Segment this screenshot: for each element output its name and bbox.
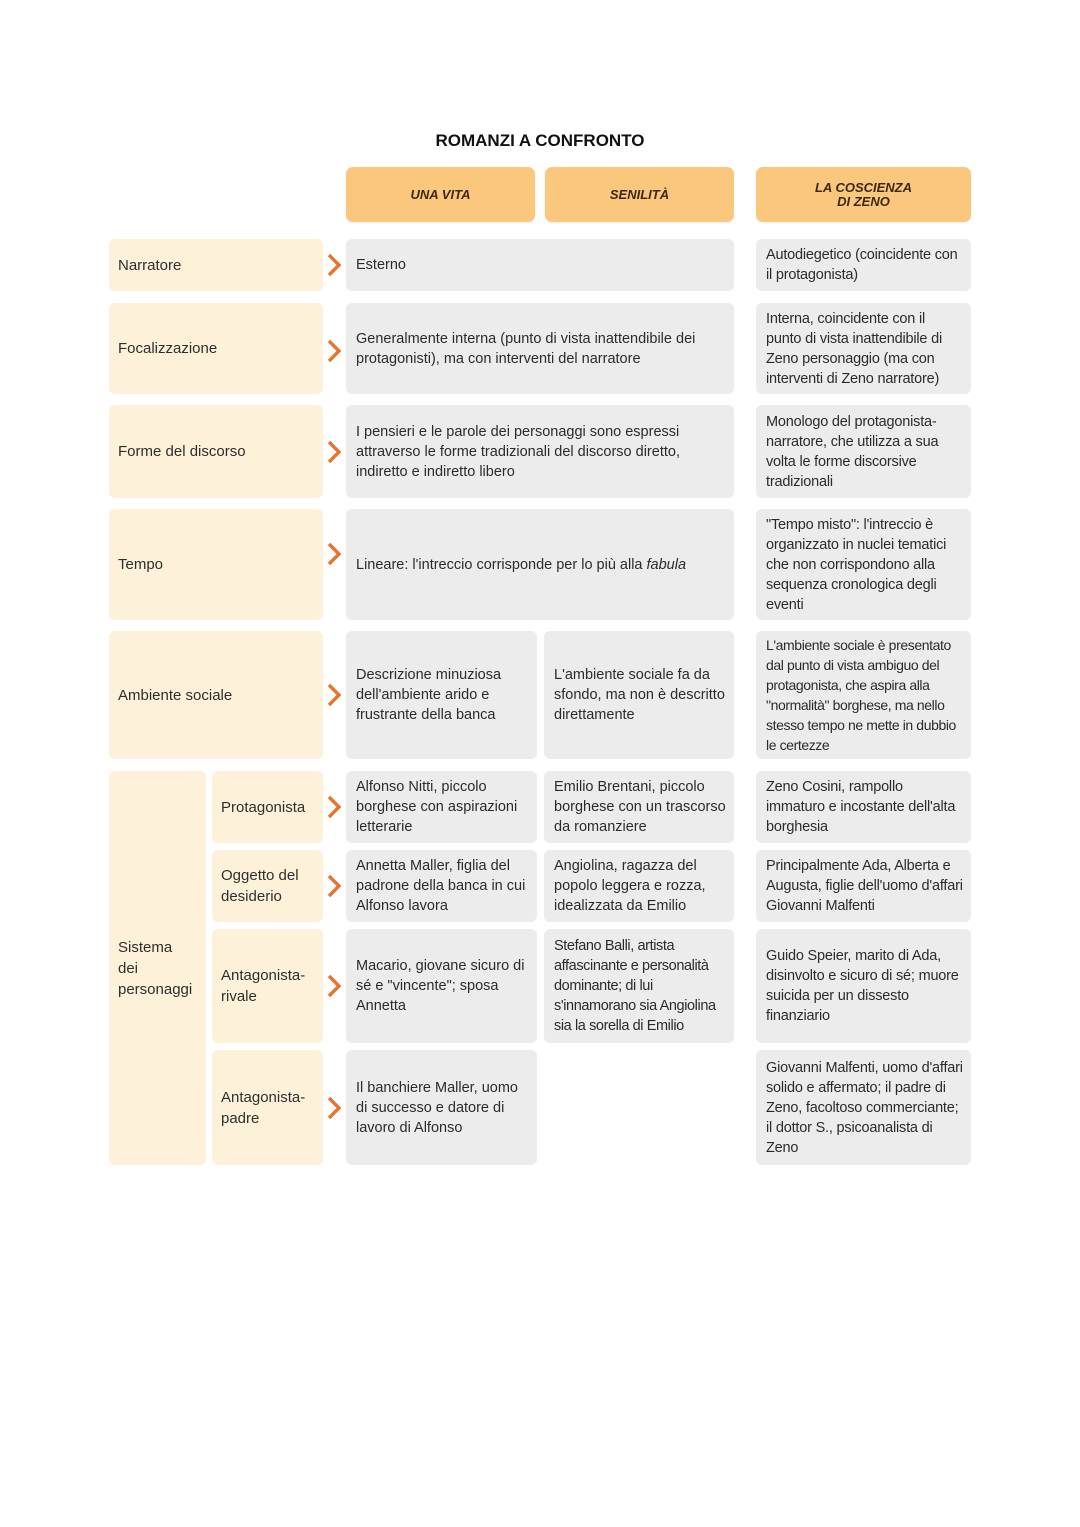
sub-label-antagonista-rivale: Antagonista- rivale [212, 929, 323, 1043]
fabula-emphasis: fabula [646, 556, 687, 573]
cell-rivale-senilita: Stefano Balli, artista affascinante e personalità dominante; di lui s'innamorano sia Angiolina sia la sorella di Emilio [544, 929, 734, 1043]
column-header-zeno: LA COSCIENZA DI ZENO [756, 167, 971, 222]
cell-oggetto-zeno: Principalmente Ada, Alberta e Augusta, figlie dell'uomo d'affari Giovanni Malfenti [756, 850, 971, 922]
cell-tempo-una-vita-senilita [346, 509, 734, 620]
cell-protagonista-una-vita: Alfonso Nitti, piccolo borghese con aspirazioni letterarie [346, 771, 537, 843]
cell-protagonista-zeno: Zeno Cosini, rampollo immaturo e incostante dell'alta borghesia [756, 771, 971, 843]
row-label-focalizzazione: Focalizzazione [109, 303, 323, 394]
column-header-una-vita: UNA VITA [346, 167, 535, 222]
row-label-sistema-dei-personaggi: Sistema dei personaggi [109, 771, 206, 1165]
cell-ambiente-zeno: L'ambiente sociale è presentato dal punto di vista ambiguo del protagonista, che aspira alla "normalità" borghese, ma nello stesso tempo ne mette in dubbio le certezze [756, 631, 971, 759]
chevron-right-icon [327, 542, 341, 566]
row-label-forme-del-discorso: Forme del discorso [109, 405, 323, 498]
cell-padre-zeno: Giovanni Malfenti, uomo d'affari solido e affermato; il padre di Zeno, facoltoso commerciante; il dottor S., psicoanalista di Zeno [756, 1050, 971, 1165]
cell-forme-una-vita-senilita: I pensieri e le parole dei personaggi sono espressi attraverso le forme tradizionali del discorso diretto, indiretto e indiretto libero [346, 405, 734, 498]
chevron-right-icon [327, 874, 341, 898]
cell-focalizzazione-una-vita-senilita: Generalmente interna (punto di vista inattendibile dei protagonisti), ma con interventi del narratore [346, 303, 734, 394]
sub-label-oggetto-del-desiderio: Oggetto del desiderio [212, 850, 323, 922]
cell-oggetto-senilita: Angiolina, ragazza del popolo leggera e rozza, idealizzata da Emilio [544, 850, 734, 922]
cell-narratore-una-vita-senilita: Esterno [346, 239, 734, 291]
chevron-right-icon [327, 339, 341, 363]
cell-oggetto-una-vita: Annetta Maller, figlia del padrone della banca in cui Alfonso lavora [346, 850, 537, 922]
cell-rivale-una-vita: Macario, giovane sicuro di sé e "vincente"; sposa Annetta [346, 929, 537, 1043]
chevron-right-icon [327, 974, 341, 998]
row-label-tempo: Tempo [109, 509, 323, 620]
sub-label-protagonista: Protagonista [212, 771, 323, 843]
chevron-right-icon [327, 683, 341, 707]
page-title: ROMANZI A CONFRONTO [435, 131, 645, 150]
cell-focalizzazione-zeno: Interna, coincidente con il punto di vista inattendibile di Zeno personaggio (ma con interventi di Zeno narratore) [756, 303, 971, 394]
cell-rivale-zeno: Guido Speier, marito di Ada, disinvolto e sicuro di sé; muore suicida per un dissesto finanziario [756, 929, 971, 1043]
cell-padre-una-vita: Il banchiere Maller, uomo di successo e datore di lavoro di Alfonso [346, 1050, 537, 1165]
cell-ambiente-una-vita: Descrizione minuziosa dell'ambiente arido e frustrante della banca [346, 631, 537, 759]
row-label-ambiente-sociale: Ambiente sociale [109, 631, 323, 759]
column-header-senilita: SENILITÀ [545, 167, 734, 222]
cell-protagonista-senilita: Emilio Brentani, piccolo borghese con un trascorso da romanziere [544, 771, 734, 843]
cell-forme-zeno: Monologo del protagonista-narratore, che utilizza a sua volta le forme discorsive tradizionali [756, 405, 971, 498]
row-label-narratore: Narratore [109, 239, 323, 291]
cell-tempo-zeno: "Tempo misto": l'intreccio è organizzato in nuclei tematici che non corrispondono alla sequenza cronologica degli eventi [756, 509, 971, 620]
cell-narratore-zeno: Autodiegetico (coincidente con il protagonista) [756, 239, 971, 291]
chevron-right-icon [327, 1096, 341, 1120]
chevron-right-icon [327, 253, 341, 277]
chevron-right-icon [327, 440, 341, 464]
tempo-text: Lineare: l'intreccio corrisponde per lo più alla fabula [356, 556, 687, 573]
cell-ambiente-senilita: L'ambiente sociale fa da sfondo, ma non è descritto direttamente [544, 631, 734, 759]
chevron-right-icon [327, 795, 341, 819]
sub-label-antagonista-padre: Antagonista- padre [212, 1050, 323, 1165]
